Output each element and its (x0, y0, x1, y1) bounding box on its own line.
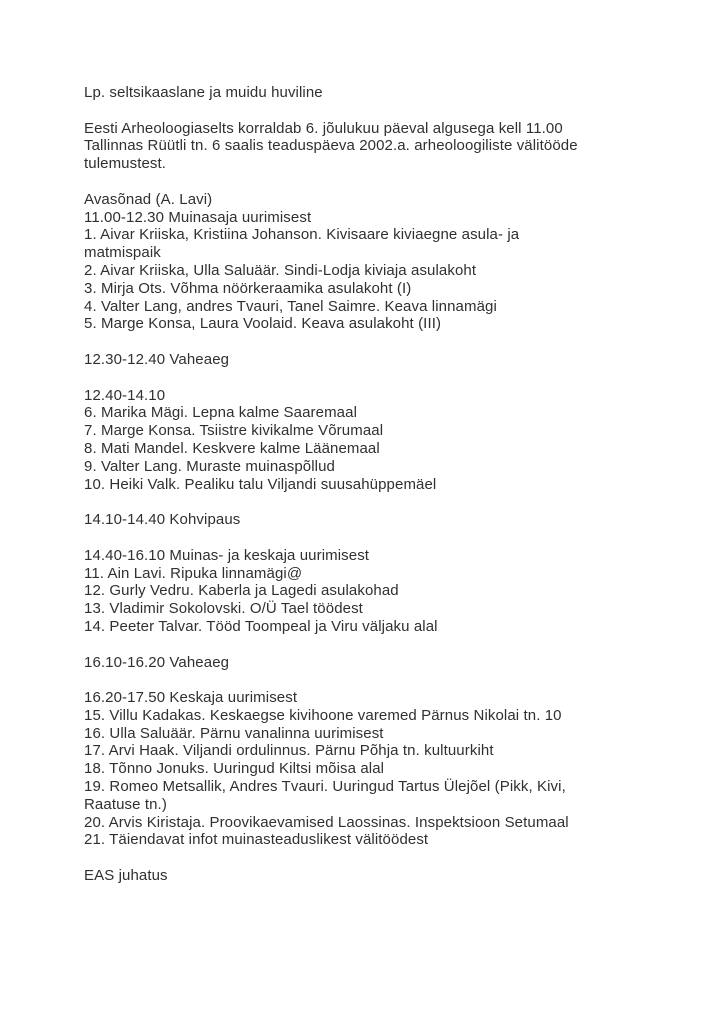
paragraph-session-3 (84, 547, 684, 636)
text-line: 5. Marge Konsa, Laura Voolaid. Keava asulakoht (III) (84, 315, 442, 333)
signature-line: EAS juhatus (84, 867, 168, 885)
intro-paragraph (84, 120, 684, 173)
text-line: 1. Aivar Kriiska, Kristiina Johanson. Kivisaare kiviaegne asula- ja (84, 226, 520, 244)
text-line: Tallinnas Rüütli tn. 6 saalis teaduspäeva 2002.a. arheoloogiliste välitööde (84, 137, 578, 155)
text-line: 21. Täiendavat infot muinasteaduslikest välitöödest (84, 831, 429, 849)
paragraph-break-1 (84, 351, 684, 369)
text-line: matmispaik (84, 244, 161, 262)
text-line: 12.30-12.40 Vaheaeg (84, 350, 230, 368)
text-line: tulemustest. (84, 155, 167, 173)
document-page (84, 84, 684, 903)
text-line: 7. Marge Konsa. Tsiistre kivikalme Võrumaal (84, 422, 384, 440)
text-line: 11. Ain Lavi. Ripuka linnamägi@ (84, 564, 303, 582)
salutation-line: Lp. seltsikaaslane ja muidu huviline (84, 84, 323, 101)
text-line: 13. Vladimir Sokolovski. O/Ü Tael töödest (84, 600, 363, 618)
text-line: 16. Ulla Saluäär. Pärnu vanalinna uurimisest (84, 724, 384, 742)
text-line: 14.10-14.40 Kohvipaus (84, 511, 241, 529)
paragraph-coffee-break (84, 511, 684, 529)
text-line: 14. Peeter Talvar. Tööd Toompeal ja Viru väljaku alal (84, 617, 438, 635)
text-line: 16.10-16.20 Vaheaeg (84, 653, 230, 671)
paragraph-session-muinasaja (84, 191, 684, 333)
text-line: 18. Tõnno Jonuks. Uuringud Kiltsi mõisa alal (84, 760, 385, 778)
text-line: 16.20-17.50 Keskaja uurimisest (84, 689, 298, 707)
paragraph-session-2 (84, 387, 684, 494)
text-line: 11.00-12.30 Muinasaja uurimisest (84, 208, 312, 226)
text-line: 12. Gurly Vedru. Kaberla ja Lagedi asulakohad (84, 582, 399, 600)
text-line: Avasõnad (A. Lavi) (84, 190, 213, 208)
text-line: 17. Arvi Haak. Viljandi ordulinnus. Pärnu Põhja tn. kultuurkiht (84, 742, 494, 760)
paragraph-session-keskaja (84, 689, 684, 849)
text-line: 20. Arvis Kiristaja. Proovikaevamised Laossinas. Inspektsioon Setumaal (84, 813, 569, 831)
text-line: Raatuse tn.) (84, 795, 167, 813)
salutation-paragraph (84, 84, 684, 102)
text-line: 12.40-14.10 (84, 386, 166, 404)
text-line: 14.40-16.10 Muinas- ja keskaja uurimisest (84, 546, 370, 564)
text-line: 15. Villu Kadakas. Keskaegse kivihoone varemed Pärnus Nikolai tn. 10 (84, 706, 562, 724)
text-line: 3. Mirja Ots. Võhma nöörkeraamika asulakoht (I) (84, 279, 412, 297)
text-line: 6. Marika Mägi. Lepna kalme Saaremaal (84, 404, 357, 422)
signature-paragraph (84, 867, 684, 885)
text-line: Eesti Arheoloogiaselts korraldab 6. jõulukuu päeval algusega kell 11.00 (84, 119, 563, 137)
text-line: 8. Mati Mandel. Keskvere kalme Läänemaal (84, 439, 380, 457)
text-line: 19. Romeo Metsallik, Andres Tvauri. Uuringud Tartus Ülejõel (Pikk, Kivi, (84, 778, 566, 796)
paragraph-break-2 (84, 654, 684, 672)
text-line: 9. Valter Lang. Muraste muinaspõllud (84, 457, 335, 475)
text-line: 10. Heiki Valk. Pealiku talu Viljandi suusahüppemäel (84, 475, 437, 493)
text-line: 4. Valter Lang, andres Tvauri, Tanel Saimre. Keava linnamägi (84, 297, 497, 315)
text-line: 2. Aivar Kriiska, Ulla Saluäär. Sindi-Lodja kiviaja asulakoht (84, 261, 477, 279)
